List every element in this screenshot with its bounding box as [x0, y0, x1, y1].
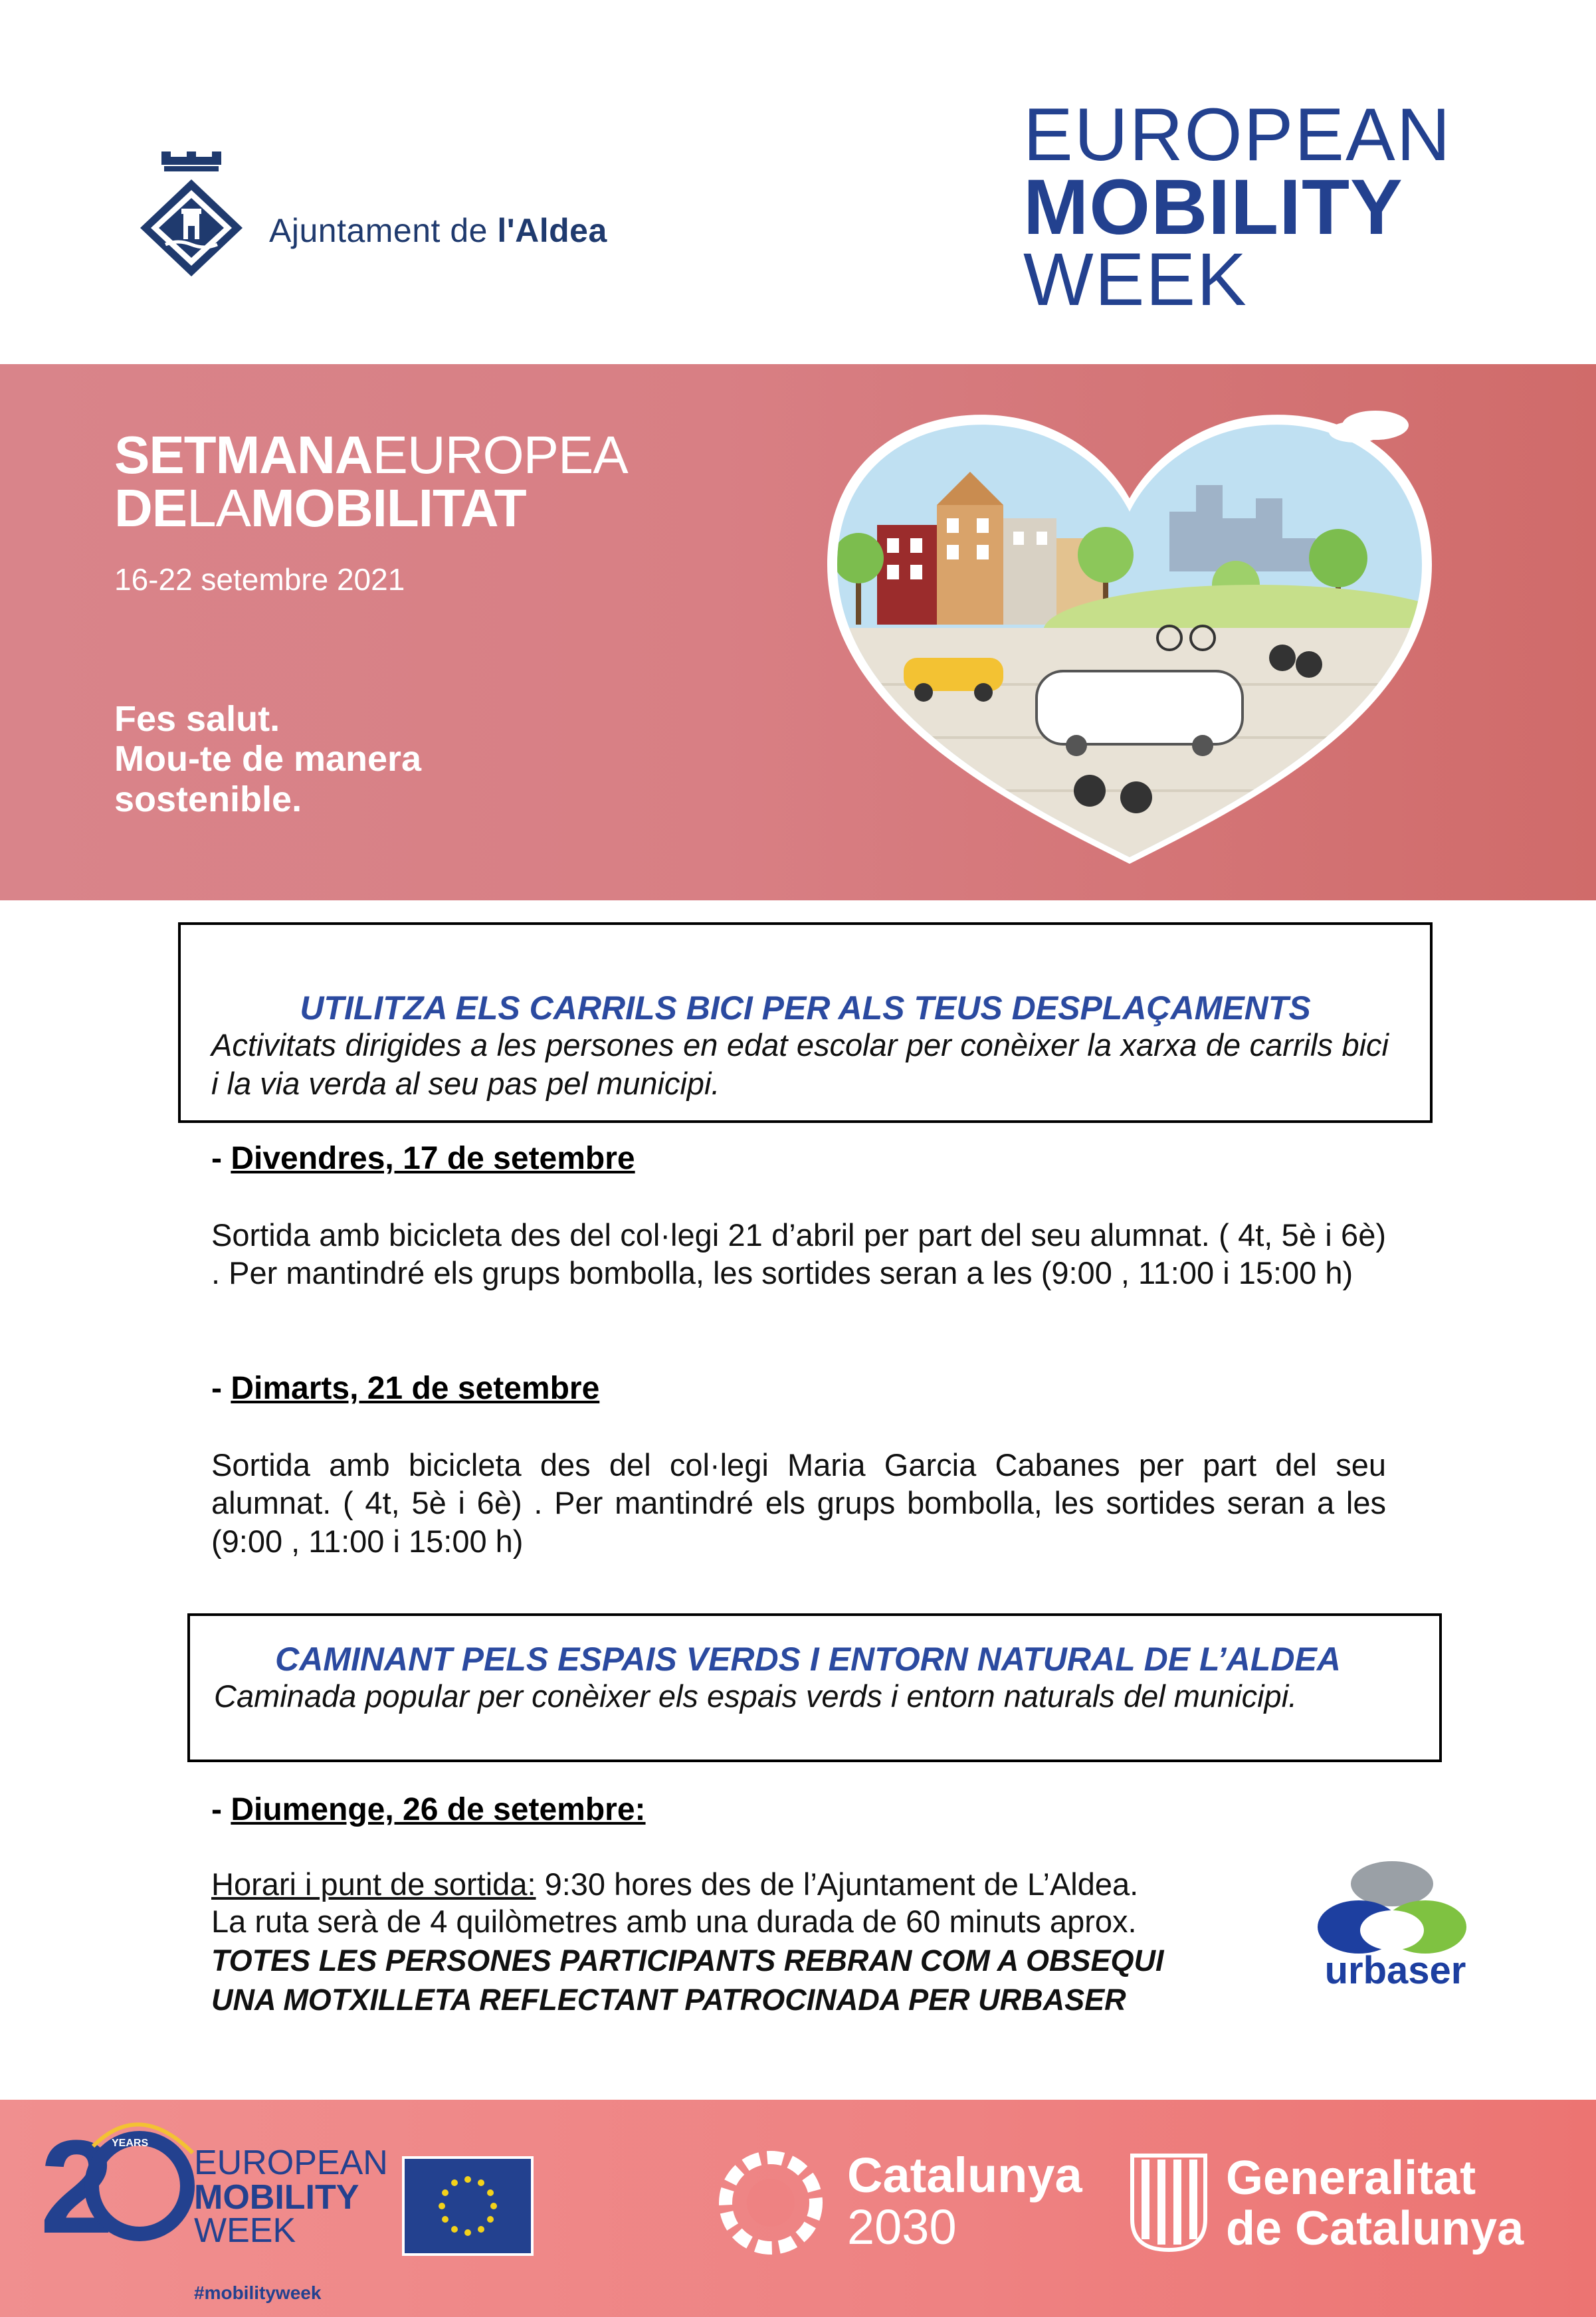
schedule-label: Horari i punt de sortida: [211, 1866, 536, 1902]
svg-text:YEARS: YEARS [112, 2138, 149, 2149]
walk-date-heading: - Diumenge, 26 de setembre: [211, 1792, 646, 1827]
activity-bike-lanes-title: UTILITZA ELS CARRILS BICI PER ALS TEUS DESPLAÇAMENTS [300, 989, 1311, 1027]
banner-dates: 16-22 setembre 2021 [114, 562, 405, 597]
activity-bike-lanes-description: Activitats dirigides a les persones en edat escolar per conèixer la xarxa de carrils bici i la via verda al seu pas pel municipi. [211, 1027, 1389, 1102]
municipality-name: Ajuntament de l'Aldea [269, 212, 607, 249]
svg-text:MOBILITY: MOBILITY [194, 2178, 359, 2217]
eu-flag-icon [402, 2156, 534, 2256]
generalitat-shield-icon [1130, 2153, 1208, 2253]
session-description: Sortida amb bicicleta des del col·legi Maria Garcia Cabanes per part del seu alumnat. ( 4t, 5è i 6è) . Per mantindré els grups bombolla, les sortides seran a les (9:00 , 11:00 i 15:00 h) [211, 1447, 1386, 1559]
session-description: Sortida amb bicicleta des del col·legi 21 d’abril per part del seu alumnat. ( 4t, 5è i 6è) . Per mantindré els grups bombolla, les sortides seran a les (9:00 , 11:00 i 15:00 h) [211, 1217, 1386, 1291]
catalunya-2030-sun-icon [711, 2143, 831, 2263]
emw-20-years-logo [40, 2106, 412, 2306]
emw-line3: WEEK [1023, 238, 1248, 322]
svg-text:WEEK: WEEK [194, 2211, 296, 2250]
generalitat-text: Generalitat de Catalunya [1226, 2152, 1524, 2256]
activity-walk-box [187, 1613, 1442, 1762]
walk-details [211, 1866, 1301, 2020]
banner-slogan: Fes salut. Mou-te de manera sostenible. [114, 699, 422, 819]
svg-text:EUROPEAN: EUROPEAN [194, 2144, 388, 2182]
gift-notice-line2: UNA MOTXILLETA REFLECTANT PATROCINADA PER URBASER [211, 1983, 1126, 2017]
activity-bike-lanes-box [178, 922, 1433, 1123]
session-date-heading: - Dimarts, 21 de setembre [211, 1371, 600, 1406]
european-mobility-week-logo [1023, 93, 1502, 322]
urbaser-logo [1299, 1857, 1492, 1997]
gift-notice-line1: TOTES LES PERSONES PARTICIPANTS REBRAN COM A OBSEQUI [211, 1943, 1164, 1977]
activity-walk-description: Caminada popular per conèixer els espais verds i entorn naturals del municipi. [214, 1678, 1298, 1714]
svg-text:2: 2 [40, 2113, 114, 2261]
emw-line2: MOBILITY [1023, 163, 1403, 252]
schedule-text: 9:30 hores des de l’Ajuntament de L’Aldea. [536, 1866, 1139, 1902]
catalunya-2030-text: Catalunya 2030 [847, 2148, 1082, 2255]
aldea-coat-of-arms-icon [136, 151, 249, 278]
banner-title: SETMANAEUROPEA DELAMOBILITAT [114, 425, 628, 538]
emw-line1: EUROPEAN [1023, 93, 1452, 176]
session-date-heading: - Divendres, 17 de setembre [211, 1141, 635, 1176]
svg-text:urbaser: urbaser [1324, 1949, 1466, 1992]
activity-walk-title: CAMINANT PELS ESPAIS VERDS I ENTORN NATURAL DE L’ALDEA [275, 1641, 1341, 1678]
heart-city-illustration [824, 405, 1435, 864]
svg-text:#mobilityweek: #mobilityweek [194, 2282, 322, 2303]
route-text: La ruta serà de 4 quilòmetres amb una durada de 60 minuts aprox. [211, 1904, 1137, 1940]
